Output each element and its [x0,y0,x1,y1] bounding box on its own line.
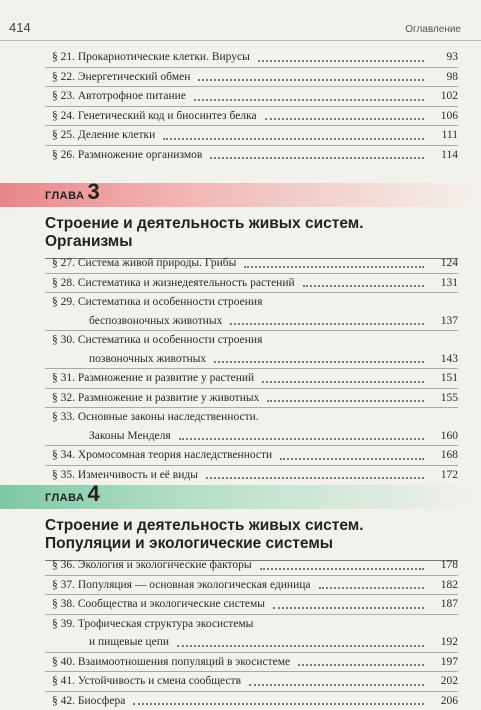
toc-entry [45,671,458,691]
toc-entry-title: § 27. Система живой природы. Грибы [45,254,458,273]
toc-entry-title: § 21. Прокариотические клетки. Вирусы [45,48,458,67]
toc-entry-title: § 38. Сообщества и экологические системы [45,595,458,614]
toc-entry [45,86,458,106]
chapter-4-title [45,517,481,553]
toc-entry-title-continued: Законы Менделя [45,427,458,446]
toc-entry-title: § 37. Популяция — основная экологическая единица [45,576,458,595]
toc-list-chapter-4 [45,556,458,710]
chapter-3-heading [0,183,481,259]
toc-entry-page: 168 [441,446,458,465]
chapter-3-title [45,215,481,251]
toc-entry [45,594,458,614]
toc-entry [45,145,458,165]
toc-entry-title: § 42. Биосфера [45,692,458,710]
dot-leader [273,606,424,609]
toc-entry [45,67,458,87]
toc-entry-title: § 30. Систематика и особенности строения [45,331,458,350]
chapter-4-title-line1: Строение и деятельность живых систем. [45,517,481,535]
toc-entry-page: 172 [441,466,458,485]
chapter-number: 3 [87,179,99,204]
toc-entry-page: 182 [441,576,458,595]
toc-entry-page: 137 [441,312,458,331]
dot-leader [303,284,424,287]
chapter-4-band [0,485,481,509]
toc-entry [45,106,458,126]
chapter-3-title-line1: Строение и деятельность живых систем. [45,215,481,233]
toc-entry [45,330,458,368]
toc-entry [45,652,458,672]
running-title: Оглавление [405,24,461,35]
dot-leader [206,476,424,479]
chapter-number: 4 [87,481,99,506]
dot-leader [267,399,424,402]
toc-entry-page: 143 [441,350,458,369]
dot-leader [249,683,424,686]
toc-entry-title: § 25. Деление клетки [45,126,458,145]
dot-leader [280,457,424,460]
toc-entry [45,273,458,293]
toc-entry [45,691,458,710]
toc-entry-title: § 22. Энергетический обмен [45,68,458,87]
toc-list-top [45,48,458,164]
toc-entry-page: 160 [441,427,458,446]
chapter-word: ГЛАВА [45,492,84,504]
toc-entry [45,575,458,595]
page-number: 414 [9,20,31,35]
toc-entry-title: § 36. Экология и экологические факторы [45,556,458,575]
toc-entry [45,48,458,67]
toc-entry [45,368,458,388]
toc-entry-page: 111 [442,126,458,145]
toc-entry-page: 151 [441,369,458,388]
toc-entry-title: § 26. Размножение организмов [45,146,458,165]
toc-entry [45,407,458,445]
toc-entry-page: 93 [447,48,459,67]
toc-entry-title: § 39. Трофическая структура экосистемы [45,615,458,634]
dot-leader [262,380,424,383]
toc-entry-page: 206 [441,692,458,710]
toc-entry-title: § 24. Генетический код и биосинтез белка [45,107,458,126]
toc-entry [45,614,458,652]
dot-leader [133,702,424,705]
toc-entry-title: § 28. Систематика и жизнедеятельность растений [45,274,458,293]
toc-entry-page: 202 [441,672,458,691]
toc-entry-title: § 29. Систематика и особенности строения [45,293,458,312]
toc-entry [45,388,458,408]
header-divider [0,40,481,41]
toc-entry [45,292,458,330]
toc-entry [45,445,458,465]
chapter-3-label [45,182,100,204]
dot-leader [298,663,424,666]
toc-entry [45,254,458,273]
toc-entry [45,556,458,575]
toc-list-chapter-3 [45,254,458,484]
toc-entry-title-continued: и пищевые цепи [45,633,458,652]
toc-entry-page: 124 [441,254,458,273]
toc-entry-page: 187 [441,595,458,614]
toc-entry-title: § 32. Размножение и развитие у животных [45,389,458,408]
dot-leader [163,137,424,140]
chapter-4-title-line2: Популяции и экологические системы [45,535,481,553]
toc-entry-title: § 41. Устойчивость и смена сообществ [45,672,458,691]
chapter-4-heading [0,485,481,561]
toc-entry-page: 155 [441,389,458,408]
dot-leader [177,644,424,647]
toc-entry-page: 98 [447,68,459,87]
dot-leader [265,117,424,120]
chapter-3-band [0,183,481,207]
dot-leader [258,59,424,62]
toc-entry-page: 192 [441,633,458,652]
dot-leader [319,586,425,589]
dot-leader [179,437,424,440]
dot-leader [198,78,424,81]
toc-entry-title: § 34. Хромосомная теория наследственности [45,446,458,465]
dot-leader [260,567,424,570]
dot-leader [210,156,424,159]
toc-entry-page: 106 [441,107,458,126]
chapter-3-title-line2: Организмы [45,233,481,251]
toc-entry-page: 131 [441,274,458,293]
toc-entry-title: § 31. Размножение и развитие у растений [45,369,458,388]
toc-entry-title: § 23. Автотрофное питание [45,87,458,106]
dot-leader [194,98,424,101]
toc-entry [45,465,458,485]
chapter-4-label [45,484,100,506]
chapter-word: ГЛАВА [45,190,84,202]
toc-entry-page: 114 [441,146,458,165]
toc-entry-title: § 40. Взаимоотношения популяций в экосистеме [45,653,458,672]
toc-entry-page: 197 [441,653,458,672]
toc-entry-title-continued: позвоночных животных [45,350,458,369]
toc-entry-page: 178 [441,556,458,575]
dot-leader [244,265,424,268]
toc-entry [45,125,458,145]
dot-leader [230,322,424,325]
toc-entry-title: § 33. Основные законы наследственности. [45,408,458,427]
toc-entry-title-continued: беспозвоночных животных [45,312,458,331]
toc-entry-page: 102 [441,87,458,106]
toc-entry-title: § 35. Изменчивость и её виды [45,466,458,485]
page-header [0,0,481,44]
dot-leader [214,360,424,363]
